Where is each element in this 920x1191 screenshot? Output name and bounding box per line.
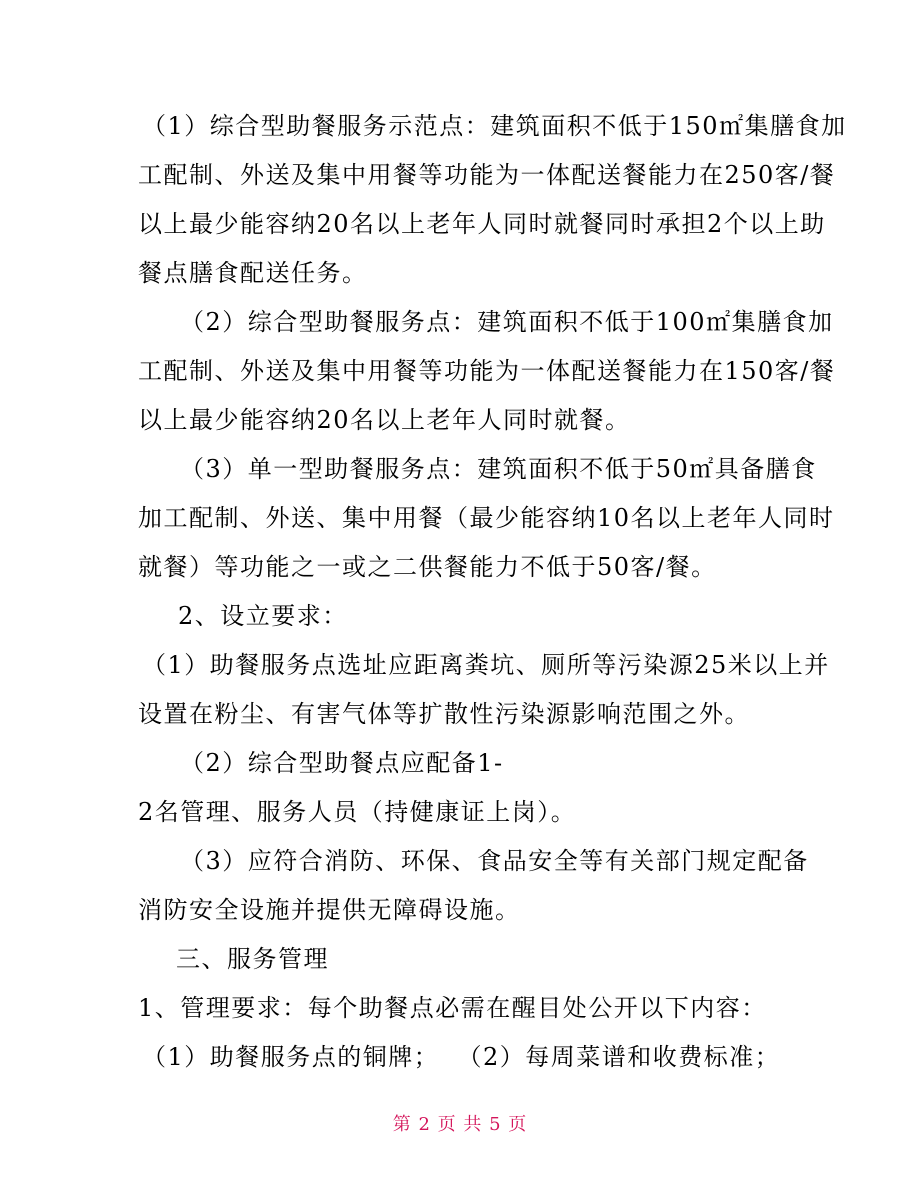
text-line: 工配制、外送及集中用餐等功能为一体配送餐能力在250客/餐 xyxy=(138,161,836,189)
text-line: 设置在粉尘、有害气体等扩散性污染源影响范围之外。 xyxy=(138,700,750,728)
text-line: 工配制、外送及集中用餐等功能为一体配送餐能力在150客/餐 xyxy=(138,357,836,385)
text-line: 就餐）等功能之一或之二供餐能力不低于50客/餐。 xyxy=(138,553,717,581)
section-heading: 三、服务管理 xyxy=(176,945,329,973)
text-line: 加工配制、外送、集中用餐（最少能容纳10名以上老年人同时 xyxy=(138,504,835,532)
text-line: （3）应符合消防、环保、食品安全等有关部门规定配备 xyxy=(180,847,809,875)
text-line: 餐点膳食配送任务。 xyxy=(138,259,368,287)
section-heading: 2、设立要求： xyxy=(178,602,348,630)
text-line: 以上最少能容纳20名以上老年人同时就餐。 xyxy=(138,406,631,434)
text-line: （2）综合型助餐点应配备1- xyxy=(180,749,504,777)
text-line: （1）助餐服务点的铜牌； （2）每周菜谱和收费标准； xyxy=(142,1043,781,1071)
text-line: （1）综合型助餐服务示范点：建筑面积不低于150㎡集膳食加 xyxy=(142,112,847,140)
text-line: 1、管理要求：每个助餐点必需在醒目处公开以下内容： xyxy=(138,994,767,1022)
text-line: （3）单一型助餐服务点：建筑面积不低于50㎡具备膳食 xyxy=(180,455,817,483)
page-footer: 第 2 页 共 5 页 xyxy=(392,1114,528,1135)
text-line: 消防安全设施并提供无障碍设施。 xyxy=(138,896,521,924)
text-line: （1）助餐服务点选址应距离粪坑、厕所等污染源25米以上并 xyxy=(142,651,830,679)
text-line: （2）综合型助餐服务点：建筑面积不低于100㎡集膳食加 xyxy=(180,308,834,336)
text-line: 以上最少能容纳20名以上老年人同时就餐同时承担2个以上助 xyxy=(138,210,826,238)
text-line: 2名管理、服务人员（持健康证上岗）。 xyxy=(138,798,577,826)
